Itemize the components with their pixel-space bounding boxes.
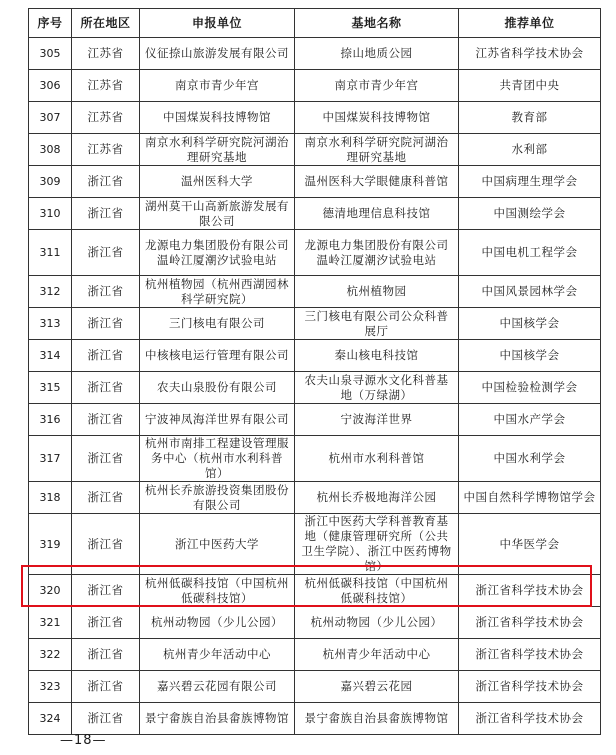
table-row — [29, 308, 601, 340]
table-row — [29, 482, 601, 514]
cell-region: 江苏省 — [72, 38, 140, 70]
table-row — [29, 134, 601, 166]
cell-no: 319 — [29, 514, 72, 575]
cell-region: 浙江省 — [72, 575, 140, 607]
table-row — [29, 639, 601, 671]
cell-region: 浙江省 — [72, 198, 140, 230]
cell-region: 浙江省 — [72, 340, 140, 372]
header-unit: 申报单位 — [140, 9, 295, 38]
cell-base: 嘉兴碧云花园 — [295, 671, 459, 703]
cell-base: 龙源电力集团股份有限公司温岭江厦潮汐试验电站 — [295, 230, 459, 276]
cell-recommender: 中国核学会 — [459, 340, 601, 372]
cell-recommender: 中华医学会 — [459, 514, 601, 575]
cell-recommender: 中国电机工程学会 — [459, 230, 601, 276]
table-row — [29, 340, 601, 372]
table-row — [29, 671, 601, 703]
header-base: 基地名称 — [295, 9, 459, 38]
cell-base: 温州医科大学眼健康科普馆 — [295, 166, 459, 198]
cell-recommender: 教育部 — [459, 102, 601, 134]
cell-unit: 嘉兴碧云花园有限公司 — [140, 671, 295, 703]
cell-region: 浙江省 — [72, 404, 140, 436]
table-row — [29, 38, 601, 70]
page-number: —18— — [60, 733, 107, 748]
cell-unit: 杭州植物园（杭州西湖园林科学研究院） — [140, 276, 295, 308]
cell-base: 三门核电有限公司公众科普展厅 — [295, 308, 459, 340]
cell-unit: 宁波神凤海洋世界有限公司 — [140, 404, 295, 436]
cell-no: 317 — [29, 436, 72, 482]
cell-base: 南京水利科学研究院河湖治理研究基地 — [295, 134, 459, 166]
cell-region: 浙江省 — [72, 166, 140, 198]
table-row — [29, 514, 601, 575]
cell-no: 324 — [29, 703, 72, 735]
cell-unit: 仪征捺山旅游发展有限公司 — [140, 38, 295, 70]
cell-recommender: 江苏省科学技术协会 — [459, 38, 601, 70]
table-header-row — [29, 9, 601, 38]
cell-no: 316 — [29, 404, 72, 436]
cell-base: 杭州动物园（少儿公园） — [295, 607, 459, 639]
cell-no: 321 — [29, 607, 72, 639]
cell-region: 浙江省 — [72, 639, 140, 671]
cell-region: 浙江省 — [72, 372, 140, 404]
cell-region: 浙江省 — [72, 671, 140, 703]
table-row — [29, 70, 601, 102]
cell-region: 浙江省 — [72, 276, 140, 308]
header-recommender: 推荐单位 — [459, 9, 601, 38]
cell-base: 杭州植物园 — [295, 276, 459, 308]
cell-recommender: 中国测绘学会 — [459, 198, 601, 230]
cell-region: 浙江省 — [72, 607, 140, 639]
table-row — [29, 372, 601, 404]
cell-unit: 农夫山泉股份有限公司 — [140, 372, 295, 404]
cell-no: 307 — [29, 102, 72, 134]
cell-recommender: 中国水利学会 — [459, 436, 601, 482]
table-row — [29, 436, 601, 482]
cell-unit: 杭州低碳科技馆（中国杭州低碳科技馆） — [140, 575, 295, 607]
cell-no: 318 — [29, 482, 72, 514]
cell-recommender: 中国风景园林学会 — [459, 276, 601, 308]
cell-no: 310 — [29, 198, 72, 230]
cell-base: 景宁畲族自治县畲族博物馆 — [295, 703, 459, 735]
cell-region: 浙江省 — [72, 482, 140, 514]
cell-recommender: 中国核学会 — [459, 308, 601, 340]
cell-base: 秦山核电科技馆 — [295, 340, 459, 372]
cell-no: 323 — [29, 671, 72, 703]
cell-recommender: 中国水产学会 — [459, 404, 601, 436]
cell-recommender: 浙江省科学技术协会 — [459, 703, 601, 735]
cell-no: 305 — [29, 38, 72, 70]
cell-region: 浙江省 — [72, 230, 140, 276]
cell-unit: 湖州莫干山高新旅游发展有限公司 — [140, 198, 295, 230]
cell-recommender: 共青团中央 — [459, 70, 601, 102]
cell-no: 314 — [29, 340, 72, 372]
cell-recommender: 中国病理生理学会 — [459, 166, 601, 198]
cell-base: 杭州长乔极地海洋公园 — [295, 482, 459, 514]
cell-unit: 南京水利科学研究院河湖治理研究基地 — [140, 134, 295, 166]
cell-recommender: 中国检验检测学会 — [459, 372, 601, 404]
cell-unit: 杭州长乔旅游投资集团股份有限公司 — [140, 482, 295, 514]
cell-region: 浙江省 — [72, 514, 140, 575]
cell-recommender: 中国自然科学博物馆学会 — [459, 482, 601, 514]
cell-base: 德清地理信息科技馆 — [295, 198, 459, 230]
cell-region: 江苏省 — [72, 102, 140, 134]
cell-base: 杭州低碳科技馆（中国杭州低碳科技馆） — [295, 575, 459, 607]
cell-unit: 杭州动物园（少儿公园） — [140, 607, 295, 639]
cell-region: 浙江省 — [72, 703, 140, 735]
cell-unit: 景宁畲族自治县畲族博物馆 — [140, 703, 295, 735]
cell-base: 杭州市水利科普馆 — [295, 436, 459, 482]
table-row — [29, 166, 601, 198]
cell-base: 宁波海洋世界 — [295, 404, 459, 436]
cell-no: 311 — [29, 230, 72, 276]
cell-region: 浙江省 — [72, 436, 140, 482]
cell-unit: 中国煤炭科技博物馆 — [140, 102, 295, 134]
cell-region: 浙江省 — [72, 308, 140, 340]
cell-unit: 杭州青少年活动中心 — [140, 639, 295, 671]
cell-recommender: 浙江省科学技术协会 — [459, 671, 601, 703]
table-row — [29, 575, 601, 607]
table-body — [29, 38, 601, 735]
base-list-table-container — [28, 8, 600, 735]
cell-no: 322 — [29, 639, 72, 671]
cell-no: 312 — [29, 276, 72, 308]
cell-base: 捺山地质公园 — [295, 38, 459, 70]
cell-recommender: 浙江省科学技术协会 — [459, 639, 601, 671]
cell-unit: 浙江中医药大学 — [140, 514, 295, 575]
table-row — [29, 404, 601, 436]
cell-no: 306 — [29, 70, 72, 102]
cell-unit: 三门核电有限公司 — [140, 308, 295, 340]
cell-base: 浙江中医药大学科普教育基地（健康管理研究所（公共卫生学院）、浙江中医药博物馆） — [295, 514, 459, 575]
table-row — [29, 198, 601, 230]
table-row — [29, 607, 601, 639]
table-row — [29, 276, 601, 308]
cell-unit: 中核核电运行管理有限公司 — [140, 340, 295, 372]
cell-unit: 龙源电力集团股份有限公司温岭江厦潮汐试验电站 — [140, 230, 295, 276]
cell-base: 农夫山泉寻源水文化科普基地（万绿湖） — [295, 372, 459, 404]
cell-region: 江苏省 — [72, 134, 140, 166]
cell-no: 315 — [29, 372, 72, 404]
cell-unit: 温州医科大学 — [140, 166, 295, 198]
cell-recommender: 浙江省科学技术协会 — [459, 607, 601, 639]
cell-base: 杭州青少年活动中心 — [295, 639, 459, 671]
cell-unit: 南京市青少年宫 — [140, 70, 295, 102]
table-row — [29, 102, 601, 134]
cell-no: 320 — [29, 575, 72, 607]
header-region: 所在地区 — [72, 9, 140, 38]
cell-region: 江苏省 — [72, 70, 140, 102]
cell-recommender: 水利部 — [459, 134, 601, 166]
cell-unit: 杭州市南排工程建设管理服务中心（杭州市水利科普馆） — [140, 436, 295, 482]
cell-recommender: 浙江省科学技术协会 — [459, 575, 601, 607]
cell-no: 309 — [29, 166, 72, 198]
header-no: 序号 — [29, 9, 72, 38]
table-row — [29, 703, 601, 735]
cell-no: 308 — [29, 134, 72, 166]
cell-base: 南京市青少年宫 — [295, 70, 459, 102]
cell-base: 中国煤炭科技博物馆 — [295, 102, 459, 134]
table-row — [29, 230, 601, 276]
base-list-table — [28, 8, 601, 735]
cell-no: 313 — [29, 308, 72, 340]
